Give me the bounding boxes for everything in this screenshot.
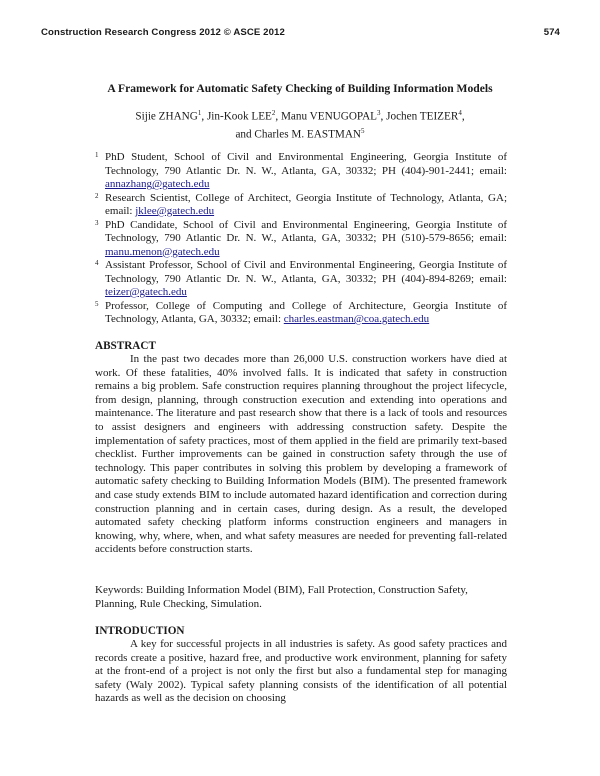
author-separator: , bbox=[201, 110, 207, 123]
paper-title: A Framework for Automatic Safety Checking of Building Information Models bbox=[107, 82, 493, 95]
author-line-2 bbox=[0, 124, 600, 142]
affiliation-item bbox=[95, 300, 507, 327]
email-link[interactable]: charles.eastman@coa.gatech.edu bbox=[283, 313, 430, 325]
author-line-1 bbox=[0, 106, 600, 124]
author-sup: 2 bbox=[271, 109, 276, 117]
abstract-heading: ABSTRACT bbox=[95, 340, 156, 352]
affiliation-number: 5 bbox=[95, 299, 99, 308]
affiliation-item bbox=[95, 219, 507, 260]
author-sup: 4 bbox=[458, 109, 462, 117]
email-link[interactable]: jklee@gatech.edu bbox=[135, 205, 215, 217]
affiliation-number: 1 bbox=[95, 151, 99, 159]
affiliations bbox=[95, 151, 507, 327]
running-header bbox=[41, 27, 560, 38]
author-name: Charles M. EASTMAN bbox=[254, 128, 362, 141]
author-name: Manu VENUGOPAL bbox=[280, 110, 378, 123]
affiliation-text: PhD Candidate, School of Civil and Environmental Engineering, Georgia Institute of Technology, 790 Atlantic Dr. N. W., Atlanta, GA, 30332; PH (510)-579-8656; email: bbox=[105, 218, 507, 244]
affiliation-item bbox=[95, 192, 507, 219]
affiliation-text: Assistant Professor, School of Civil and Environmental Engineering, Georgia Institute of Technology, 790 Atlantic Dr. N. W., Atlanta, GA, 30332; PH (404)-894-8269; email: bbox=[105, 259, 507, 285]
author-separator: , bbox=[461, 110, 465, 123]
author-separator: , bbox=[380, 110, 387, 123]
author-name: Jochen TEIZER bbox=[386, 110, 459, 123]
affiliation-number: 3 bbox=[95, 218, 99, 227]
affiliation-text: Professor, College of Computing and College of Architecture, Georgia Institute of Technology, Atlanta, GA, 30332; email: bbox=[105, 299, 507, 325]
introduction-body: A key for successful projects in all industries is safety. As good safety practices and records create a positive, hazard free, and productive work environment, planning for safety at the front-end of a project is not only the first but also a fundamental step for managing safety (Waly 2002). Typical safety planning consists of the identification of all potential hazards as well as the decision on choosing bbox=[95, 638, 507, 705]
author-sup: 5 bbox=[361, 127, 365, 136]
keywords: Keywords: Building Information Model (BIM), Fall Protection, Construction Safety, Planning, Rule Checking, Simulation. bbox=[95, 584, 468, 610]
conference-header: Construction Research Congress 2012 © ASCE 2012 bbox=[41, 27, 285, 38]
email-link[interactable]: manu.menon@gatech.edu bbox=[105, 245, 220, 258]
affiliation-item bbox=[95, 151, 507, 192]
author-list bbox=[0, 106, 600, 142]
author-name: Sijie ZHANG bbox=[135, 110, 198, 123]
author-name: Jin-Kook LEE bbox=[206, 110, 272, 123]
affiliation-number: 4 bbox=[95, 259, 99, 267]
page-number: 574 bbox=[543, 27, 560, 38]
author-and: and bbox=[235, 128, 255, 141]
affiliation-item bbox=[95, 259, 507, 300]
abstract-body: In the past two decades more than 26,000 U.S. construction workers have died at work. Of these fatalities, 40% involved falls. It is indicated that safety in construction remains a big problem. Safe construction requires planning throughout the project lifecycle, from design, planning, through construction execution and extending into operations and maintenance. The literature and past research show that there is a lack of tools and resources to assist designers and engineers with addressing construction safety. Despite the implementation of safety practices, most of them applied in the field are primarily text-based checklist. Further improvements can be gained in construction safety through the use of technology. This paper contributes in solving this problem by developing a framework of automatic safety checking to Building Information Models (BIM). The presented framework and case study extends BIM to include automated hazard identification and correction during construction planning and in certain cases, during design. As a result, the developed automated safety checking platform informs construction engineers and managers in knowing, why, where, when, and what safety measures are needed for preventing fall-related accidents before construction starts. bbox=[95, 353, 507, 556]
affiliation-text: Research Scientist, College of Architect, Georgia Institute of Technology, Atlanta, GA; email: bbox=[105, 191, 507, 217]
email-link[interactable]: teizer@gatech.edu bbox=[105, 286, 187, 298]
author-sup: 1 bbox=[197, 109, 202, 117]
author-sup: 3 bbox=[377, 109, 381, 117]
affiliation-text: PhD Student, School of Civil and Environmental Engineering, Georgia Institute of Technology, 790 Atlantic Dr. N. W., Atlanta, GA, 30332; PH (404)-901-2441; email: bbox=[105, 151, 507, 177]
introduction-heading: INTRODUCTION bbox=[95, 625, 185, 637]
email-link[interactable]: annazhang@gatech.edu bbox=[105, 178, 210, 190]
author-separator: , bbox=[275, 110, 281, 123]
affiliation-number: 2 bbox=[95, 191, 99, 200]
